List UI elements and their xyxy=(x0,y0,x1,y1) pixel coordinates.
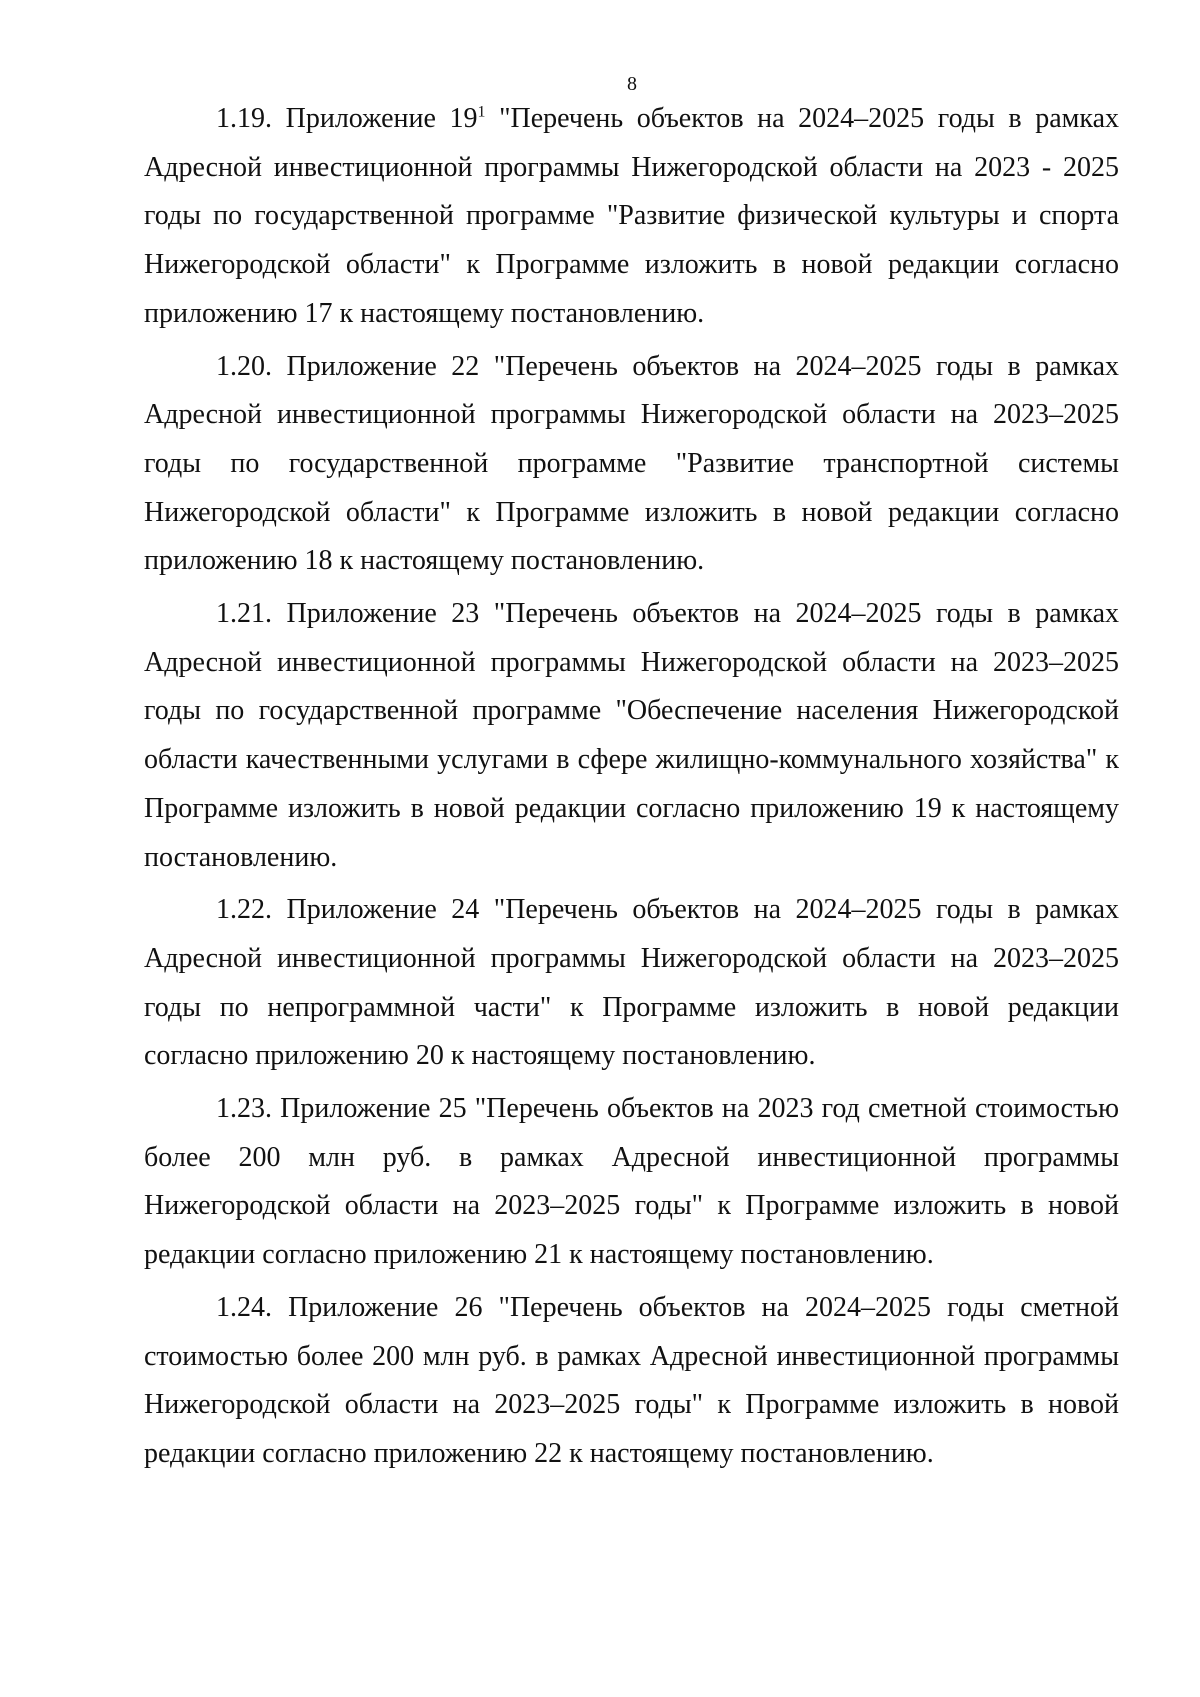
paragraph-number: 1.19. xyxy=(216,103,272,134)
document-body xyxy=(144,95,1119,1483)
paragraph-number: 1.23. xyxy=(216,1093,272,1125)
paragraph-number: 1.24. xyxy=(216,1291,272,1323)
paragraph-text: Приложение 24 "Перечень объектов на 2024–2025 годы в рамках Адресной инвестиционной программы Нижегородской области на 2023–2025 годы по непрограммной части" к Программе изложить в новой редакции согласно приложению 20 к настоящему постановлению. xyxy=(144,894,1120,1072)
paragraph-1-24 xyxy=(144,1284,1119,1479)
paragraph-1-19 xyxy=(144,95,1119,339)
paragraph-1-23 xyxy=(144,1085,1119,1280)
appendix-superscript: 1 xyxy=(477,103,486,121)
appendix-word: Приложение xyxy=(285,103,436,134)
paragraph-1-22 xyxy=(144,886,1119,1081)
paragraph-text: Приложение 22 "Перечень объектов на 2024–2025 годы в рамках Адресной инвестиционной программы Нижегородской области на 2023–2025 годы по государственной программе "Развитие транспортной системы Нижегородской области" к Программе изложить в новой редакции согласно приложению 18 к настоящему постановлению. xyxy=(144,350,1120,577)
paragraph-number: 1.22. xyxy=(216,894,272,926)
paragraph-1-21 xyxy=(144,590,1119,882)
paragraph-number: 1.21. xyxy=(216,598,272,630)
paragraph-text: "Перечень объектов на 2024–2025 годы в рамках Адресной инвестиционной программы Нижегородской области на 2023 - 2025 годы по государственной программе "Развитие физической культуры и спорта Нижегородской области" к Программе изложить в новой редакции согласно приложению 17 к настоящему постановлению. xyxy=(144,103,1120,329)
paragraph-text: Приложение 25 "Перечень объектов на 2023 год сметной стоимостью более 200 млн руб. в рамках Адресной инвестиционной программы Нижегородской области на 2023–2025 годы" к Программе изложить в новой редакции согласно приложению 21 к настоящему постановлению. xyxy=(144,1093,1119,1271)
appendix-number: 19 xyxy=(449,103,478,134)
paragraph-text: Приложение 26 "Перечень объектов на 2024–2025 годы сметной стоимостью более 200 млн руб. в рамках Адресной инвестиционной программы Нижегородской области на 2023–2025 годы" к Программе изложить в новой редакции согласно приложению 22 к настоящему постановлению. xyxy=(144,1291,1119,1469)
paragraph-1-20 xyxy=(144,343,1119,587)
paragraph-text: Приложение 23 "Перечень объектов на 2024–2025 годы в рамках Адресной инвестиционной программы Нижегородской области на 2023–2025 годы по государственной программе "Обеспечение населения Нижегородской области качественными услугами в сфере жилищно-коммунального хозяйства" к Программе изложить в новой редакции согласно приложению 19 к настоящему постановлению. xyxy=(144,598,1120,873)
page-number: 8 xyxy=(627,73,637,95)
paragraph-number: 1.20. xyxy=(216,350,272,382)
